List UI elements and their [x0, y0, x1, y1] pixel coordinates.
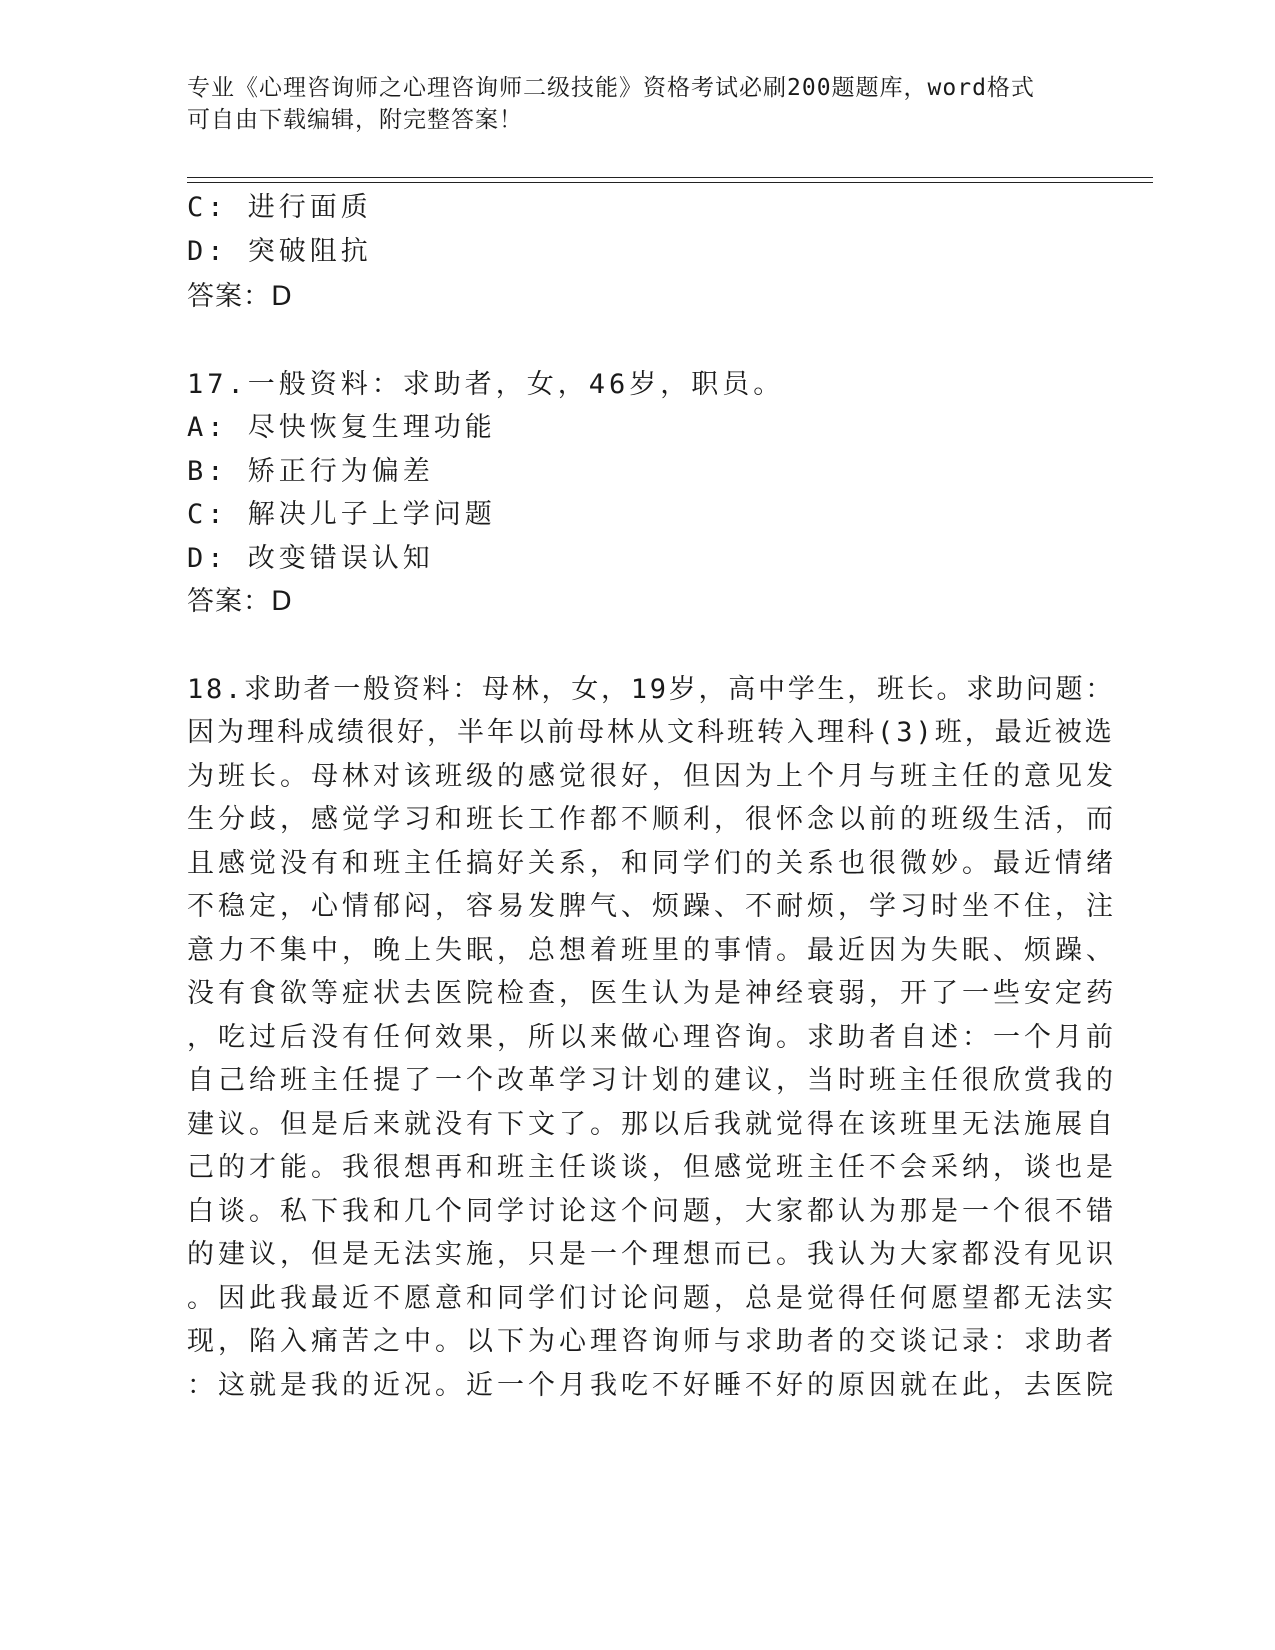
- header-line-1: 专业《心理咨询师之心理咨询师二级技能》资格考试必刷200题题库，word格式: [187, 75, 1035, 101]
- q18-line: 18.求助者一般资料：母林，女，19岁，高中学生，班长。求助问题：: [187, 674, 1116, 705]
- q18-line: 意力不集中，晚上失眠，总想着班里的事情。最近因为失眠、烦躁、: [187, 935, 1117, 966]
- q18-line: 因为理科成绩很好，半年以前母林从文科班转入理科(3)班，最近被选: [187, 717, 1115, 748]
- q17-answer: 答案：D: [187, 586, 293, 617]
- header-rule-top: [187, 177, 1153, 178]
- q18-line: 建议。但是后来就没有下文了。那以后我就觉得在该班里无法施展自: [187, 1109, 1117, 1140]
- q18-line: 不稳定，心情郁闷，容易发脾气、烦躁、不耐烦，学习时坐不住，注: [187, 891, 1117, 922]
- q18-line: 现，陷入痛苦之中。以下为心理咨询师与求助者的交谈记录：求助者: [187, 1326, 1117, 1357]
- q17-stem: 17.一般资料：求助者，女，46岁，职员。: [187, 369, 785, 400]
- q18-line: 的建议，但是无法实施，只是一个理想而已。我认为大家都没有见识: [187, 1239, 1117, 1270]
- q18-line: 生分歧，感觉学习和班长工作都不顺利，很怀念以前的班级生活，而: [187, 804, 1117, 835]
- q16-answer: 答案：D: [187, 281, 293, 312]
- q16-option-c: C: 进行面质: [187, 192, 372, 223]
- q16-option-d: D: 突破阻抗: [187, 236, 372, 267]
- header-line-2: 可自由下载编辑，附完整答案！: [187, 107, 523, 133]
- q18-line: 且感觉没有和班主任搞好关系，和同学们的关系也很微妙。最近情绪: [187, 848, 1117, 879]
- q18-line: 为班长。母林对该班级的感觉很好，但因为上个月与班主任的意见发: [187, 761, 1117, 792]
- q18-line: 。因此我最近不愿意和同学们讨论问题，总是觉得任何愿望都无法实: [187, 1283, 1117, 1314]
- q17-option-c: C: 解决儿子上学问题: [187, 499, 496, 530]
- q18-line: 没有食欲等症状去医院检查，医生认为是神经衰弱，开了一些安定药: [187, 978, 1117, 1009]
- q18-line: 己的才能。我很想再和班主任谈谈，但感觉班主任不会采纳，谈也是: [187, 1152, 1117, 1183]
- q18-line: 自己给班主任提了一个改革学习计划的建议，当时班主任很欣赏我的: [187, 1065, 1117, 1096]
- header-rule-bottom: [187, 182, 1153, 183]
- q18-line: ：这就是我的近况。近一个月我吃不好睡不好的原因就在此，去医院: [187, 1370, 1117, 1401]
- q18-line: ，吃过后没有任何效果，所以来做心理咨询。求助者自述：一个月前: [187, 1022, 1117, 1053]
- page-header: [187, 72, 1087, 136]
- q17-option-b: B: 矫正行为偏差: [187, 456, 434, 487]
- q18-line: 白谈。私下我和几个同学讨论这个问题，大家都认为那是一个很不错: [187, 1196, 1117, 1227]
- q17-option-a: A: 尽快恢复生理功能: [187, 412, 496, 443]
- q17-option-d: D: 改变错误认知: [187, 543, 434, 574]
